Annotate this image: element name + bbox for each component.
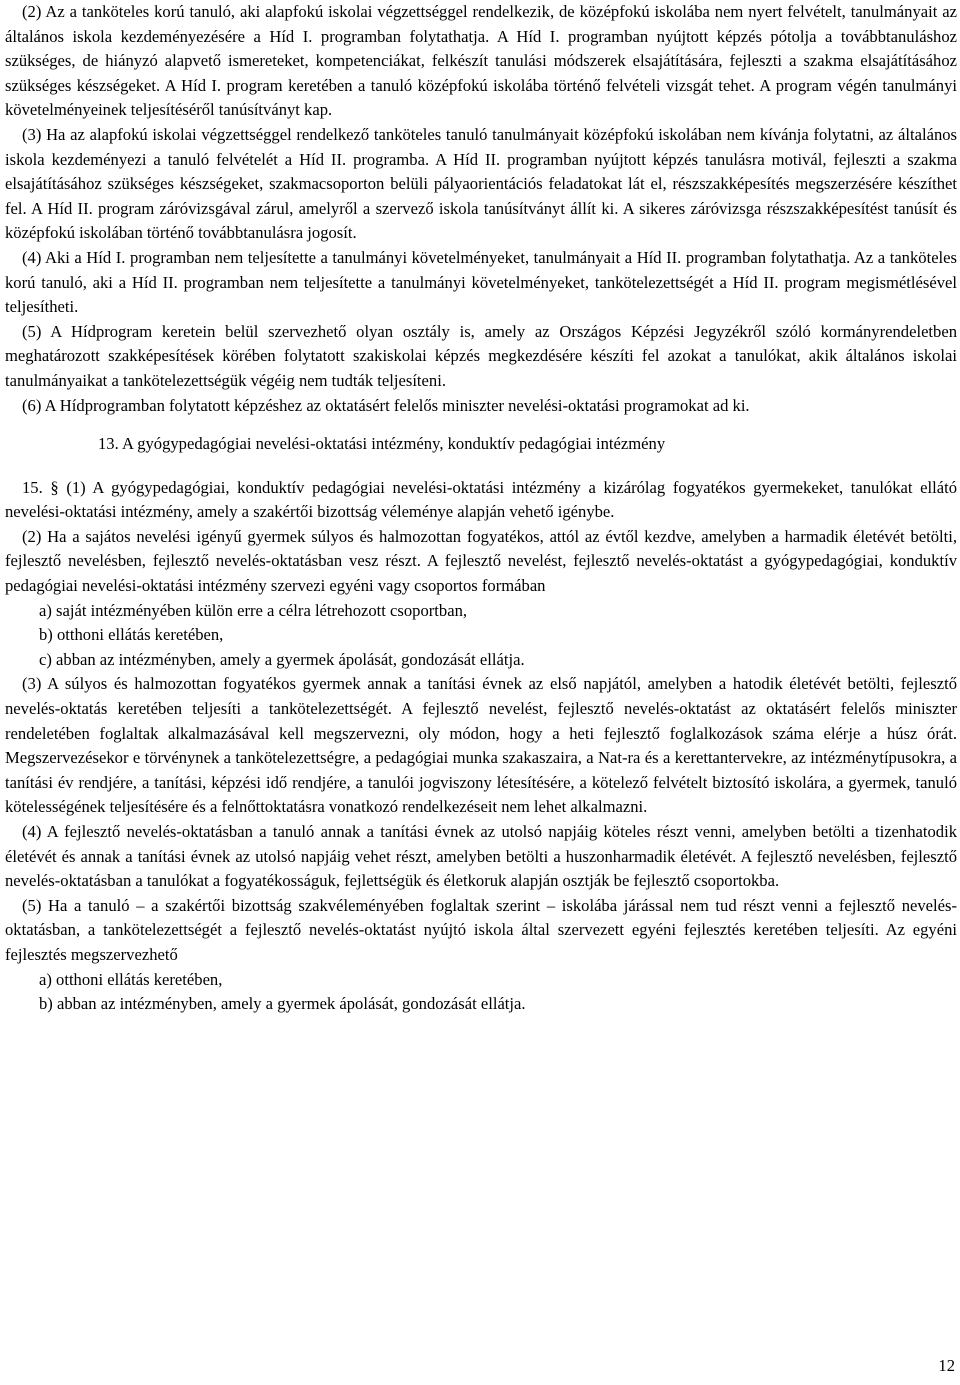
page-number: 12 — [938, 1356, 955, 1375]
list-item: c) abban az intézményben, amely a gyermek ápolását, gondozását ellátja. — [39, 649, 525, 669]
list-item: a) saját intézményében külön erre a célra létrehozott csoportban, — [39, 600, 468, 620]
section-heading: 13. A gyógypedagógiai nevelési-oktatási intézmény, konduktív pedagógiai intézmény — [98, 434, 666, 454]
paragraph: (3) Ha az alapfokú iskolai végzettséggel rendelkező tanköteles tanuló tanulmányait középfokú iskolában nem kívánja folytatni, az általános iskola kezdeményezi a tanuló felvételét a Híd II. programba. A Híd II. programban nyújtott képzés tanulásra motivál, fejleszti a szakma elsajátításához szükséges készségeket, szakmacsoporton belüli pályaorientációs feladatokat lát el, részszakképesítés megszerzésére készíthet fel. A Híd II. program záróvizsgával zárul, amelyről a szervező iskola tanúsítványt állít ki. A sikeres záróvizsga részszakképesítést tanúsít és középfokú iskolában történő továbbtanulásra jogosít. — [5, 124, 957, 243]
paragraph: (5) A Hídprogram keretein belül szervezhető olyan osztály is, amely az Országos Képzési Jegyzékről szóló kormányrendeletben meghatározott szakképesítések körében folytatott szakiskolai képzés megkezdésére készíti fel azokat a tanulókat, akik általános iskolai tanulmányaikat a tankötelezettségük végéig nem tudták teljesíteni. — [5, 321, 957, 390]
list-item: b) abban az intézményben, amely a gyermek ápolását, gondozását ellátja. — [39, 994, 526, 1014]
paragraph: (2) Az a tanköteles korú tanuló, aki alapfokú iskolai végzettséggel rendelkezik, de középfokú iskolába nem nyert felvételt, tanulmányait az általános iskola kezdeményezésére a Híd I. programban folytathatja. A Híd I. programban nyújtott képzés pótolja a továbbtanuláshoz szükséges, de hiányzó alapvető ismereteket, kompetenciákat, felkészít tanulási módszerek elsajátítására, fejleszti a szakma elsajátításához szükséges készségeket. A Híd I. program keretében a tanuló középfokú iskolába történő felvételi vizsgát tehet. A program végén tanulmányi követelményeinek teljesítéséről tanúsítványt kap. — [5, 2, 957, 120]
paragraph: (5) Ha a tanuló – a szakértői bizottság szakvéleményében foglaltak szerint – iskolába járással nem tud részt venni a fejlesztő nevelés-oktatásban, a tankötelezettségét a fejlesztő nevelés-oktatást nyújtó iskola által szervezett egyéni fejlesztés keretében teljesíti. Az egyéni fejlesztés megszervezhető — [5, 895, 957, 964]
paragraph: (3) A súlyos és halmozottan fogyatékos gyermek annak a tanítási évnek az első napjától, amelyben a hatodik életévét betölti, fejlesztő nevelés-oktatás keretében teljesíti a tankötelezettségét. A fejlesztő nevelést, fejlesztő nevelés-oktatást az oktatásért felelős miniszter rendeletében foglaltak alkalmazásával kell megszervezni, oly módon, hogy a heti fejlesztő foglalkozások száma elérje a húsz órát. Megszervezésekor e törvénynek a tankötelezettségre, a pedagógiai munka szakaszaira, a Nat-ra és a kerettantervekre, az intézménytípusokra, a tanítási év rendjére, a tanítási, képzési idő rendjére, a tanulói jogviszony létesítésére, a kötelező felvételt biztosító iskolára, a gyermek, tanuló kötelességének teljesítésére és a felnőttoktatásra vonatkozó rendelkezéseit nem lehet alkalmazni. — [5, 674, 957, 817]
paragraph: (2) Ha a sajátos nevelési igényű gyermek súlyos és halmozottan fogyatékos, attól az évtől kezdve, amelyben a harmadik életévét betölti, fejlesztő nevelésben, fejlesztő nevelés-oktatásban vesz részt. A fejlesztő nevelést, fejlesztő nevelés-oktatást a gyógypedagógiai, konduktív pedagógiai nevelési-oktatási intézmény szervezi egyéni vagy csoportos formában — [5, 526, 957, 596]
paragraph: (6) A Hídprogramban folytatott képzéshez az oktatásért felelős miniszter nevelési-oktatási programokat ad ki. — [22, 395, 750, 415]
paragraph: (4) A fejlesztő nevelés-oktatásban a tanuló annak a tanítási évnek az utolsó napjáig köteles részt venni, amelyben betölti a tizenhatodik életévét és annak a tanítási évnek az utolsó napjáig vehet részt, amelyben betölti a huszonharmadik életévét. A fejlesztő nevelésben, fejlesztő nevelés-oktatásban a tanulókat a fogyatékosságuk, fejlettségük és életkoruk alapján osztják be fejlesztő csoportokba. — [5, 822, 957, 891]
paragraph: (4) Aki a Híd I. programban nem teljesítette a tanulmányi követelményeket, tanulmányait a Híd II. programban folytathatja. Az a tanköteles korú tanuló, aki a Híd II. programban nem teljesítette a tanulmányi követelményeket, tankötelezettségét a Híd II. program megismétlésével teljesítheti. — [5, 247, 957, 317]
document-page — [5, 0, 957, 1017]
list-item: a) otthoni ellátás keretében, — [39, 969, 223, 989]
list-item: b) otthoni ellátás keretében, — [39, 625, 224, 645]
paragraph: 15. § (1) A gyógypedagógiai, konduktív pedagógiai nevelési-oktatási intézmény a kizárólag fogyatékos gyermekeket, tanulókat ellátó nevelési-oktatási intézmény, amely a szakértői bizottság véleménye alapján vehető igénybe. — [5, 477, 957, 522]
